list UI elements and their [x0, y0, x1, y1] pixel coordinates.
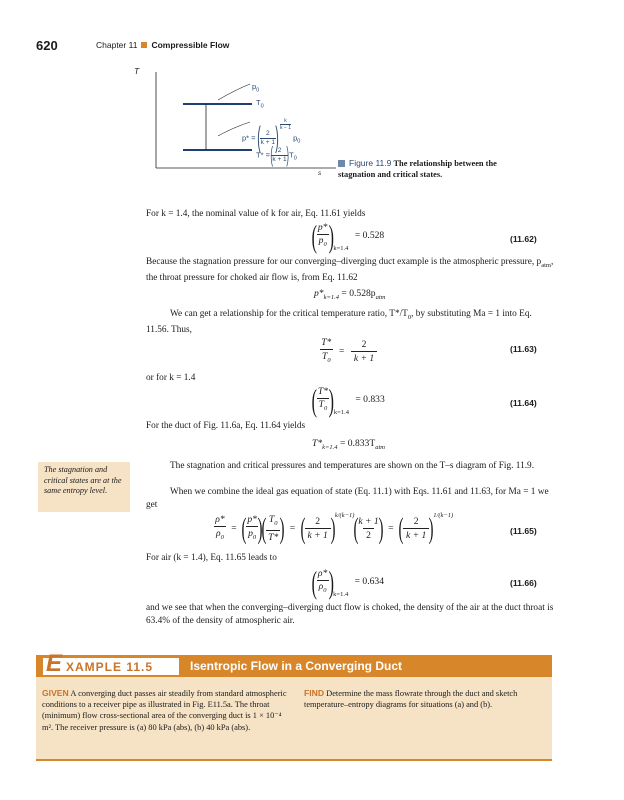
square-bullet-icon	[141, 42, 147, 48]
eq-number-11-63: (11.63)	[510, 344, 537, 354]
caption-text: The relationship between the stagnation and critical states.	[338, 159, 497, 179]
pstar-relation: p* = ( $\frac{2}{k + 1}$ ) $\frac{k}{k - 1}$ $p_0$	[242, 118, 301, 155]
given-block	[42, 688, 294, 733]
running-header	[96, 40, 229, 50]
paragraph-2: Because the stagnation pressure for our converging–diverging duct example is the atmospheric pressure, $p_{atm}$, the throat pressure for choked air flow is, from Eq. 11.62	[146, 257, 554, 283]
given-text: A converging duct passes air steadily from standard atmospheric conditions to a receiver pipe as illustrated in Fig. E11.5a. The throat (minimum) flow cross-sectional area of the converging duct is 1 × 10⁻⁴ m². The receiver pressure is (a) 80 kPa (abs), (b) 40 kPa (abs).	[42, 689, 287, 732]
equation-tstar: $T*_{k=1.4} = 0.833T_{atm}$	[312, 438, 385, 451]
example-title: Isentropic Flow in a Converging Duct	[190, 659, 403, 673]
paragraph-1: For k = 1.4, the nominal value of k for air, Eq. 11.61 yields	[146, 209, 366, 219]
equation-11-62: ( $\frac{p*}{p_0}$ )$_{k=1.4} = 0.528$	[311, 218, 385, 254]
equation-pstar: $p*_{k=1.4} = 0.528p_{atm}$	[314, 288, 386, 301]
equation-11-66: ( $\frac{\rho*}{\rho_0}$ )$_{k=1.4} = 0.634$	[311, 564, 385, 600]
paragraph-7: When we combine the ideal gas equation of state (Eq. 11.1) with Eqs. 11.61 and 11.63, for Ma = 1 we get	[146, 487, 549, 510]
equation-11-64: ( $\frac{T*}{T_0}$ )$_{k=1.4} = 0.833$	[311, 382, 385, 418]
figure-label: Figure 11.9	[349, 158, 392, 168]
p0-isobar	[218, 84, 250, 100]
example-initial: E	[46, 650, 63, 677]
find-label: FIND	[304, 688, 325, 698]
p0-label: $p_0$	[252, 82, 260, 94]
eq-number-11-62: (11.62)	[510, 234, 537, 244]
paragraph-3: We can get a relationship for the critical temperature ratio, $T*/T_0$, by substituting Ma = 1 into Eq. 11.56. Thus,	[146, 309, 532, 335]
eq-number-11-64: (11.64)	[510, 398, 537, 408]
find-text: Determine the mass flowrate through the duct and sketch temperature–entropy diagrams for situations (a) and (b).	[304, 689, 518, 710]
chapter-label: Chapter 11	[96, 40, 138, 50]
paragraph-9: and we see that when the converging–diverging duct flow is choked, the density of the air at the duct throat is 63.4% of the density of atmospheric air.	[146, 603, 554, 626]
caption-square-icon	[338, 160, 345, 167]
page-number: 620	[36, 38, 58, 53]
eq-number-11-65: (11.65)	[510, 526, 537, 536]
paragraph-5: For the duct of Fig. 11.6a, Eq. 11.64 yields	[146, 421, 306, 431]
example-number: XAMPLE 11.5	[66, 660, 154, 674]
axis-x-label: s	[318, 170, 322, 177]
axis-y-label: T	[134, 66, 140, 76]
given-label: GIVEN	[42, 688, 69, 698]
find-block	[304, 688, 548, 710]
paragraph-4: or for k = 1.4	[146, 373, 196, 383]
figure-caption	[338, 158, 528, 180]
chapter-title: Compressible Flow	[151, 40, 230, 50]
t0-label: $T_0$	[256, 98, 264, 110]
tstar-relation: T* = ( $\frac{2}{k + 1}$ ) $T_0$	[256, 142, 297, 167]
equation-11-65: $\frac{\rho*}{\rho_0}$ = ( $\frac{p*}{p_0}$ )( $\frac{T_0}{T*}$ ) = ( $\frac{2}{k + 1}$ )$^{k/(k-1)}$( $\frac{k + 1}{2}$ ) = ( $\frac{2}{k + 1}$ )$^{1/(k-1)}$	[215, 511, 454, 545]
paragraph-6: The stagnation and critical pressures and temperatures are shown on the T–s diagram of Fig. 11.9.	[170, 461, 535, 471]
margin-note: The stagnation and critical states are at the same entropy level.	[38, 462, 130, 512]
paragraph-8: For air (k = 1.4), Eq. 11.65 leads to	[146, 553, 277, 563]
ts-diagram	[140, 64, 340, 182]
equation-11-63: $\frac{T*}{T_0}$ = $\frac{2}{k + 1}$	[320, 336, 377, 367]
eq-number-11-66: (11.66)	[510, 578, 537, 588]
